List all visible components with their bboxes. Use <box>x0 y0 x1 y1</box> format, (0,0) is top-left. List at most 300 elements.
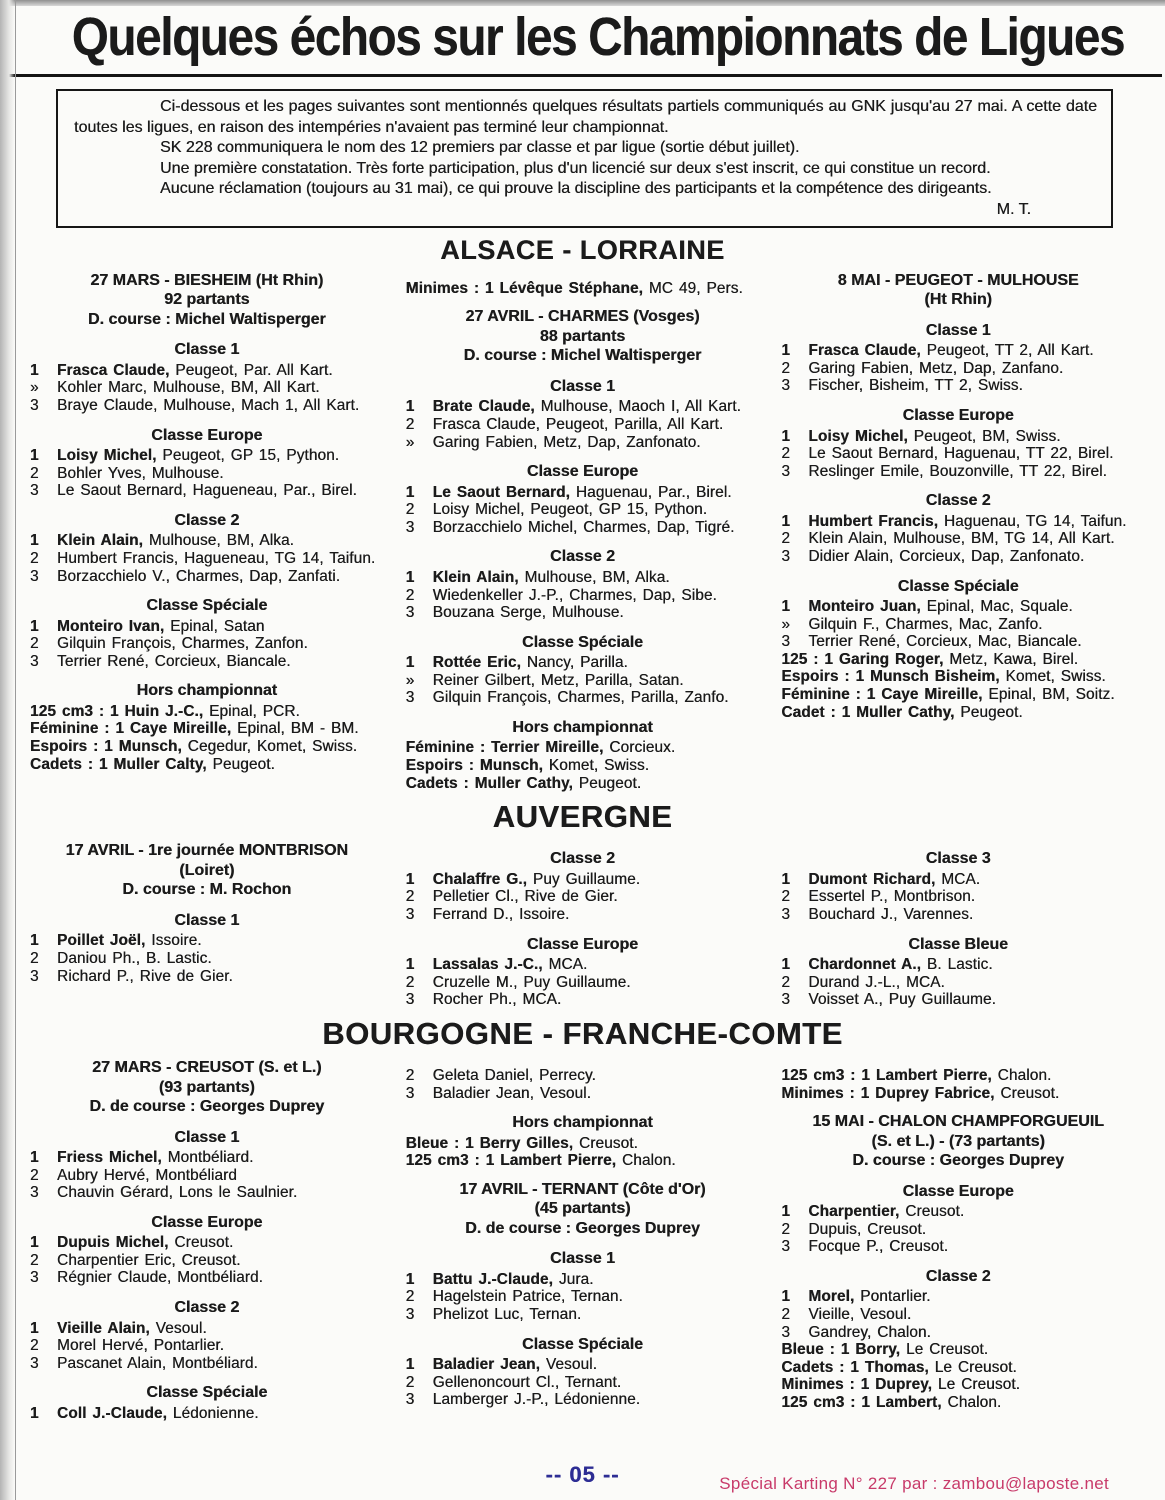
position-number: 1 <box>781 1203 791 1221</box>
position-number: 1 <box>781 598 791 616</box>
result-line: 3 Le Saout Bernard, Hagueneau, Par., Birel. <box>30 482 357 500</box>
page-title-text: Quelques échos sur les Championnats de Ligues <box>71 7 1125 67</box>
event-heading-line: 17 AVRIL - TERNANT (Côte d'Or) <box>459 1180 706 1198</box>
position-number: 2 <box>30 1337 39 1355</box>
position-number: 2 <box>781 359 791 377</box>
position-number: 3 <box>405 1084 415 1102</box>
column <box>406 838 760 1009</box>
result-line: 2 Pelletier Cl., Rive de Gier. <box>405 888 618 906</box>
section <box>0 236 1165 792</box>
driver-name: Minimes : 1 Lévêque Stéphane, <box>405 279 643 297</box>
position-number: 1 <box>30 447 39 465</box>
position-number: 2 <box>781 445 791 463</box>
position-number: 2 <box>405 973 415 991</box>
section-title: AUVERGNE <box>492 799 673 835</box>
position-number: » <box>781 615 791 633</box>
class-title: Classe Europe <box>902 407 1014 425</box>
column <box>781 838 1135 1009</box>
driver-name: Chalaffre G., <box>432 870 527 888</box>
class-title: Classe 2 <box>925 1267 991 1285</box>
driver-name: Espoirs : Munsch, <box>405 757 543 775</box>
result-line: 3 Pascanet Alain, Montbéliard. <box>30 1354 258 1372</box>
event-heading-line: D. course : M. Rochon <box>122 881 292 899</box>
result-line: 1 Brate Claude, Mulhouse, Maoch I, All Kart. <box>405 398 741 416</box>
result-block <box>406 307 760 792</box>
driver-name: Vieille Alain, <box>57 1319 150 1337</box>
position-number: 2 <box>405 1373 415 1391</box>
position-number: 1 <box>30 1404 39 1422</box>
position-number: 2 <box>405 888 415 906</box>
event-heading-line: 27 MARS - BIESHEIM (Ht Rhin) <box>90 271 324 289</box>
driver-name: Cadets : 1 Thomas, <box>781 1358 929 1376</box>
result-line: Cadets : 1 Muller Calty, Peugeot. <box>30 755 275 773</box>
result-line: 3 Gandrey, Chalon. <box>781 1323 931 1341</box>
class-title: Classe 2 <box>550 850 615 868</box>
column <box>781 268 1135 722</box>
driver-name: Brate Claude, <box>432 398 535 416</box>
section <box>0 1017 1165 1423</box>
position-number: 1 <box>30 1319 39 1337</box>
result-line: 1 Vieille Alain, Vesoul. <box>30 1319 207 1337</box>
driver-name: Loisy Michel, <box>57 447 157 465</box>
position-number: 2 <box>781 973 791 991</box>
result-line: Minimes : 1 Lévêque Stéphane, MC 49, Pers. <box>405 279 743 297</box>
title-divider <box>3 74 1162 77</box>
driver-name: Lassalas J.-C., <box>432 956 543 974</box>
driver-name: Klein Alain, <box>57 532 143 550</box>
event-heading-line: (S. et L.) - (73 partants) <box>871 1132 1045 1150</box>
class-group <box>781 1183 1135 1256</box>
class-title: Classe 2 <box>174 511 240 529</box>
class-group <box>781 578 1135 722</box>
credit-line: Spécial Karting N° 227 par : zambou@laposte.net <box>719 1474 1109 1493</box>
intro-paragraph: Ci-dessous et les pages suivantes sont mentionnés quelques résultats partiels communiqués au GNK jusqu'au 27 mai. A cette date toutes les ligues, en raison des intempéries n'avaient pas terminé leur championnat. <box>74 98 1097 136</box>
position-number: 2 <box>781 888 791 906</box>
position-number: 3 <box>405 1391 415 1409</box>
position-number: 3 <box>781 462 791 480</box>
result-line: 1 Klein Alain, Mulhouse, BM, Alka. <box>30 532 295 550</box>
class-title: Classe Spéciale <box>146 1384 268 1402</box>
position-number: 2 <box>30 464 39 482</box>
result-line: 3 Ferrand D., Issoire. <box>405 906 570 924</box>
position-number: 1 <box>405 1270 415 1288</box>
class-title: Classe Spéciale <box>522 633 643 651</box>
driver-name: Loisy Michel, <box>808 427 908 445</box>
event-heading-line: D. de course : Georges Duprey <box>465 1219 700 1237</box>
position-number: 3 <box>30 967 39 985</box>
driver-name: Friess Michel, <box>57 1149 162 1167</box>
result-line: 2 Loisy Michel, Peugeot, GP 15, Python. <box>405 501 708 519</box>
position-number: 2 <box>30 1166 39 1184</box>
position-number: 1 <box>30 532 39 550</box>
position-number: 2 <box>30 549 39 567</box>
result-line: 125 cm3 : 1 Huin J.-C., Epinal, PCR. <box>30 702 300 720</box>
driver-name: 125 cm3 : 1 Lambert Pierre, <box>405 1152 617 1170</box>
result-line: 2 Daniou Ph., B. Lastic. <box>30 949 212 967</box>
driver-name: Espoirs : 1 Munsch Bisheim, <box>781 668 1000 686</box>
driver-name: Cadets : Muller Cathy, <box>405 774 573 792</box>
result-line: 1 Frasca Claude, Peugeot, Par. All Kart. <box>30 361 333 379</box>
result-line: Cadet : 1 Muller Cathy, Peugeot. <box>781 703 1023 721</box>
class-title: Classe Spéciale <box>522 1335 643 1353</box>
position-number: 2 <box>781 530 791 548</box>
column <box>30 268 384 774</box>
position-number: 3 <box>405 991 415 1009</box>
class-title: Classe 1 <box>174 911 240 929</box>
position-number: » <box>405 671 415 689</box>
result-line: 1 Lassalas J.-C., MCA. <box>405 956 588 974</box>
result-line: 125 cm3 : 1 Lambert Pierre, Chalon. <box>781 1067 1052 1085</box>
section <box>0 800 1165 1009</box>
position-number: 3 <box>30 1354 39 1372</box>
event-heading-line: D. course : Michel Waltisperger <box>87 310 326 328</box>
result-line: 1 Monteiro Ivan, Epinal, Satan <box>30 617 265 635</box>
result-line: Espoirs : 1 Munsch Bisheim, Komet, Swiss. <box>781 668 1106 686</box>
class-group <box>30 1214 384 1287</box>
column <box>406 1055 760 1409</box>
result-line: 3 Rocher Ph., MCA. <box>405 991 562 1009</box>
result-line: 2 Dupuis, Creusot. <box>781 1220 927 1238</box>
result-line: 3 Lamberger J.-P., Lédonienne. <box>405 1391 641 1409</box>
position-number: 3 <box>30 652 39 670</box>
position-number: 2 <box>781 1220 791 1238</box>
result-line: 3 Focque P., Creusot. <box>781 1238 949 1256</box>
result-line: 3 Régnier Claude, Montbéliard. <box>30 1269 263 1287</box>
class-title: Classe Spéciale <box>146 597 268 615</box>
result-block <box>406 1067 760 1170</box>
result-line: 2 Durand J.-L., MCA. <box>781 973 945 991</box>
event-heading-line: 27 AVRIL - CHARMES (Vosges) <box>465 308 700 326</box>
result-line: 3 Didier Alain, Corcieux, Dap, Zanfonato. <box>781 548 1085 566</box>
result-line: 3 Borzacchielo Michel, Charmes, Dap, Tigré. <box>405 518 735 536</box>
section-columns <box>0 1055 1165 1422</box>
position-number: 2 <box>405 1288 415 1306</box>
position-number: 1 <box>405 568 415 586</box>
driver-name: Chardonnet A., <box>808 956 921 974</box>
class-group <box>781 850 1135 923</box>
event-heading-line: 27 MARS - CREUSOT (S. et L.) <box>92 1059 322 1077</box>
section-columns <box>0 268 1165 793</box>
class-group <box>30 682 384 773</box>
result-line: 2 Vieille, Vesoul. <box>781 1306 912 1324</box>
driver-name: Minimes : 1 Duprey, <box>781 1376 932 1394</box>
event-heading-line: 15 MAI - CHALON CHAMPFORGUEUIL <box>812 1113 1104 1131</box>
class-group <box>406 1067 760 1102</box>
position-number: 3 <box>781 1238 791 1256</box>
result-block <box>781 850 1135 1009</box>
class-group <box>406 719 760 792</box>
result-line: 1 Charpentier, Creusot. <box>781 1203 965 1221</box>
result-line: Minimes : 1 Duprey Fabrice, Creusot. <box>781 1084 1060 1102</box>
driver-name: Charpentier, <box>808 1203 900 1221</box>
result-line: 3 Bouchard J., Varennes. <box>781 906 974 924</box>
class-title: Classe 3 <box>925 850 991 868</box>
class-title: Classe Europe <box>902 1182 1014 1200</box>
driver-name: Baladier Jean, <box>432 1356 540 1374</box>
event-heading-line: (Loiret) <box>179 861 235 879</box>
position-number: 1 <box>405 483 415 501</box>
driver-name: 125 cm3 : 1 Huin J.-C., <box>30 702 204 720</box>
position-number: 1 <box>781 512 791 530</box>
event-heading-line: (Ht Rhin) <box>924 291 992 309</box>
class-group <box>30 1384 384 1422</box>
class-title: Hors championnat <box>512 1114 653 1132</box>
event-heading-line: D. course : Georges Duprey <box>852 1152 1064 1170</box>
result-block <box>781 1067 1135 1102</box>
position-number: 1 <box>781 870 791 888</box>
position-number: 1 <box>405 398 415 416</box>
class-group <box>30 912 384 985</box>
driver-name: Féminine : Terrier Mireille, <box>405 739 604 757</box>
class-title: Classe Europe <box>151 1213 263 1231</box>
driver-name: Poillet Joël, <box>57 932 146 950</box>
class-group <box>30 1299 384 1372</box>
position-number: 3 <box>30 482 39 500</box>
driver-name: 125 : 1 Garing Roger, <box>781 650 944 668</box>
result-line: 125 : 1 Garing Roger, Metz, Kawa, Birel. <box>781 650 1079 668</box>
section-title: ALSACE - LORRAINE <box>440 235 725 266</box>
position-number: 2 <box>405 501 415 519</box>
position-number: 1 <box>30 932 39 950</box>
class-group <box>30 512 384 585</box>
result-block <box>781 1112 1135 1411</box>
event-heading-line: 17 AVRIL - 1re journée MONTBRISON <box>65 842 349 860</box>
result-line: 1 Klein Alain, Mulhouse, BM, Alka. <box>405 568 670 586</box>
result-line: 2 Aubry Hervé, Montbéliard <box>30 1166 237 1184</box>
class-group <box>406 280 760 298</box>
class-title: Classe Spéciale <box>897 577 1019 595</box>
result-line: 2 Gellenoncourt Cl., Ternant. <box>405 1373 622 1391</box>
result-line: 1 Chalaffre G., Puy Guillaume. <box>405 870 641 888</box>
result-line: 2 Essertel P., Montbrison. <box>781 888 976 906</box>
result-line: 1 Poillet Joël, Issoire. <box>30 932 202 950</box>
class-title: Classe Europe <box>526 463 639 481</box>
position-number: 2 <box>30 635 39 653</box>
result-line: 1 Coll J.-Claude, Lédonienne. <box>30 1404 259 1422</box>
position-number: 1 <box>405 654 415 672</box>
result-line: 1 Chardonnet A., B. Lastic. <box>781 956 993 974</box>
position-number: 3 <box>30 567 39 585</box>
class-group <box>781 1067 1135 1102</box>
column <box>30 838 384 985</box>
result-line: 2 Cruzelle M., Puy Guillaume. <box>405 973 631 991</box>
class-title: Classe 1 <box>550 1250 615 1268</box>
position-number: 3 <box>781 548 791 566</box>
class-group <box>406 1114 760 1170</box>
class-group <box>781 1268 1135 1412</box>
result-line: 125 cm3 : 1 Lambert, Chalon. <box>781 1394 1002 1412</box>
result-line: 1 Humbert Francis, Haguenau, TG 14, Taifun. <box>781 512 1127 530</box>
result-line: 3 Fischer, Bisheim, TT 2, Swiss. <box>781 377 1023 395</box>
result-line: Féminine : 1 Caye Mireille, Epinal, BM, Soitz. <box>781 686 1115 704</box>
position-number: 3 <box>405 906 415 924</box>
position-number: 3 <box>405 1306 415 1324</box>
class-group <box>30 597 384 670</box>
result-line: 2 Klein Alain, Mulhouse, BM, TG 14, All Kart. <box>781 530 1115 548</box>
sections-container <box>0 236 1165 1422</box>
result-line: Bleue : 1 Borry, Le Creusot. <box>781 1341 989 1359</box>
result-line: 2 Humbert Francis, Hagueneau, TG 14, Taifun. <box>30 549 376 567</box>
driver-name: Cadets : 1 Muller Calty, <box>30 755 207 773</box>
result-block <box>406 1180 760 1409</box>
class-group <box>406 936 760 1009</box>
class-group <box>30 427 384 500</box>
result-line: Féminine : Terrier Mireille, Corcieux. <box>405 739 676 757</box>
position-number: 1 <box>781 956 791 974</box>
result-line: 1 Le Saout Bernard, Haguenau, Par., Birel. <box>405 483 732 501</box>
intro-paragraph: Aucune réclamation (toujours au 31 mai), ce qui prouve la discipline des participants et la compétence des dirigeants. <box>160 180 992 198</box>
result-block <box>30 271 384 774</box>
class-title: Classe Bleue <box>908 935 1008 953</box>
driver-name: Monteiro Ivan, <box>57 617 165 635</box>
position-number: 3 <box>781 991 791 1009</box>
intro-paragraph: Une première constatation. Très forte participation, plus d'un licencié sur deux s'est inscrit, ce qui constitue un record. <box>160 159 991 177</box>
position-number: 2 <box>405 586 415 604</box>
result-line: » Garing Fabien, Metz, Dap, Zanfonato. <box>405 433 701 451</box>
class-group <box>406 463 760 536</box>
result-block <box>781 271 1135 722</box>
class-group <box>406 850 760 923</box>
position-number: 1 <box>30 617 39 635</box>
result-line: 2 Garing Fabien, Metz, Dap, Zanfano. <box>781 359 1064 377</box>
event-heading-line: (45 partants) <box>534 1200 631 1218</box>
result-line: 1 Morel, Pontarlier. <box>781 1288 931 1306</box>
class-group <box>406 548 760 621</box>
result-line: 3 Voisset A., Puy Guillaume. <box>781 991 996 1009</box>
section-columns <box>0 838 1165 1009</box>
result-line: 3 Terrier René, Corcieux, Biancale. <box>30 652 291 670</box>
result-block <box>406 850 760 1009</box>
scan-edge-top <box>0 0 1165 6</box>
result-line: 3 Richard P., Rive de Gier. <box>30 967 233 985</box>
intro-box <box>56 89 1113 228</box>
result-line: 1 Monteiro Juan, Epinal, Mac, Squale. <box>781 598 1073 616</box>
section-title: BOURGOGNE - FRANCHE-COMTE <box>322 1015 843 1051</box>
result-line: 1 Frasca Claude, Peugeot, TT 2, All Kart. <box>781 342 1094 360</box>
class-title: Classe 1 <box>925 321 991 339</box>
driver-name: Battu J.-Claude, <box>432 1270 553 1288</box>
result-line: Cadets : 1 Thomas, Le Creusot. <box>781 1358 1017 1376</box>
position-number: 3 <box>781 377 791 395</box>
driver-name: Cadet : 1 Muller Cathy, <box>781 703 955 721</box>
class-title: Hors championnat <box>136 682 278 700</box>
driver-name: Rottée Eric, <box>432 654 521 672</box>
result-block <box>30 1058 384 1422</box>
class-title: Classe 2 <box>550 548 615 566</box>
driver-name: Morel, <box>808 1288 855 1306</box>
class-title: Classe 2 <box>174 1299 240 1317</box>
column <box>406 268 760 793</box>
result-line: 1 Dumont Richard, MCA. <box>781 870 981 888</box>
position-number: 1 <box>30 361 39 379</box>
result-line: 1 Loisy Michel, Peugeot, BM, Swiss. <box>781 427 1061 445</box>
driver-name: Bleue : 1 Berry Gilles, <box>405 1134 574 1152</box>
driver-name: Dumont Richard, <box>808 870 936 888</box>
class-title: Classe 1 <box>174 341 240 359</box>
page-number: -- 05 -- <box>545 1462 620 1487</box>
position-number: 1 <box>781 427 791 445</box>
driver-name: 125 cm3 : 1 Lambert, <box>781 1394 942 1412</box>
result-line: 2 Frasca Claude, Peugeot, Parilla, All Kart. <box>405 415 724 433</box>
class-title: Classe Europe <box>151 426 263 444</box>
position-number: 1 <box>405 1356 415 1374</box>
result-line: » Kohler Marc, Mulhouse, BM, All Kart. <box>30 379 320 397</box>
event-heading-line: D. course : Michel Waltisperger <box>463 347 702 365</box>
class-group <box>30 341 384 414</box>
driver-name: Humbert Francis, <box>808 512 939 530</box>
column <box>30 1055 384 1422</box>
result-line: 2 Gilquin François, Charmes, Zanfon. <box>30 635 308 653</box>
result-line: Cadets : Muller Cathy, Peugeot. <box>405 774 642 792</box>
class-group <box>406 1336 760 1409</box>
position-number: 2 <box>30 949 39 967</box>
class-title: Hors championnat <box>512 718 653 736</box>
result-line: 2 Le Saout Bernard, Haguenau, TT 22, Birel. <box>781 445 1114 463</box>
result-line: 2 Hagelstein Patrice, Ternan. <box>405 1288 623 1306</box>
position-number: 1 <box>30 1149 39 1167</box>
event-heading-line: D. de course : Georges Duprey <box>89 1098 325 1116</box>
position-number: 2 <box>30 1251 39 1269</box>
page-title <box>0 7 1165 67</box>
result-line: Minimes : 1 Duprey, Le Creusot. <box>781 1376 1021 1394</box>
position-number: 3 <box>30 1184 39 1202</box>
result-line: 3 Chauvin Gérard, Lons le Saulnier. <box>30 1184 298 1202</box>
position-number: » <box>405 433 415 451</box>
result-line: Espoirs : 1 Munsch, Cegedur, Komet, Swiss. <box>30 738 358 756</box>
result-line: 1 Friess Michel, Montbéliard. <box>30 1149 254 1167</box>
result-line: Bleue : 1 Berry Gilles, Creusot. <box>405 1134 638 1152</box>
position-number: 3 <box>781 1323 791 1341</box>
class-group <box>406 378 760 451</box>
class-group <box>30 1129 384 1202</box>
result-line: 2 Charpentier Eric, Creusot. <box>30 1251 241 1269</box>
position-number: 2 <box>405 415 415 433</box>
position-number: » <box>30 379 39 397</box>
driver-name: 125 cm3 : 1 Lambert Pierre, <box>781 1067 992 1085</box>
class-group <box>781 936 1135 1009</box>
result-line: Féminine : 1 Caye Mireille, Epinal, BM - BM. <box>30 720 359 738</box>
class-group <box>781 322 1135 395</box>
class-group <box>406 1250 760 1323</box>
result-line: 2 Geleta Daniel, Perrecy. <box>405 1067 596 1085</box>
result-block <box>406 280 760 298</box>
position-number: 3 <box>405 689 415 707</box>
position-number: 1 <box>781 342 791 360</box>
result-line: 1 Battu J.-Claude, Jura. <box>405 1270 594 1288</box>
driver-name: Coll J.-Claude, <box>57 1404 167 1422</box>
result-line: Espoirs : Munsch, Komet, Swiss. <box>405 757 650 775</box>
driver-name: Le Saout Bernard, <box>432 483 570 501</box>
result-block <box>30 841 384 985</box>
result-line: 3 Reslinger Emile, Bouzonville, TT 22, Birel. <box>781 462 1107 480</box>
event-heading-line: 92 partants <box>164 291 250 309</box>
position-number: 3 <box>30 396 39 414</box>
intro-paragraph: SK 228 communiquera le nom des 12 premiers par classe et par ligue (sortie début juillet). <box>160 139 800 157</box>
class-title: Classe 2 <box>925 492 991 510</box>
result-line: 3 Baladier Jean, Vesoul. <box>405 1084 592 1102</box>
event-heading-line: 8 MAI - PEUGEOT - MULHOUSE <box>837 271 1079 289</box>
position-number: 3 <box>781 906 791 924</box>
position-number: 3 <box>405 604 415 622</box>
driver-name: Frasca Claude, <box>808 342 921 360</box>
class-group <box>406 634 760 707</box>
driver-name: Frasca Claude, <box>57 361 170 379</box>
result-line: 1 Loisy Michel, Peugeot, GP 15, Python. <box>30 447 340 465</box>
class-group <box>781 407 1135 480</box>
result-line: » Reiner Gilbert, Metz, Parilla, Satan. <box>405 671 684 689</box>
result-line: 1 Baladier Jean, Vesoul. <box>405 1356 598 1374</box>
scan-edge-left <box>0 0 16 1500</box>
